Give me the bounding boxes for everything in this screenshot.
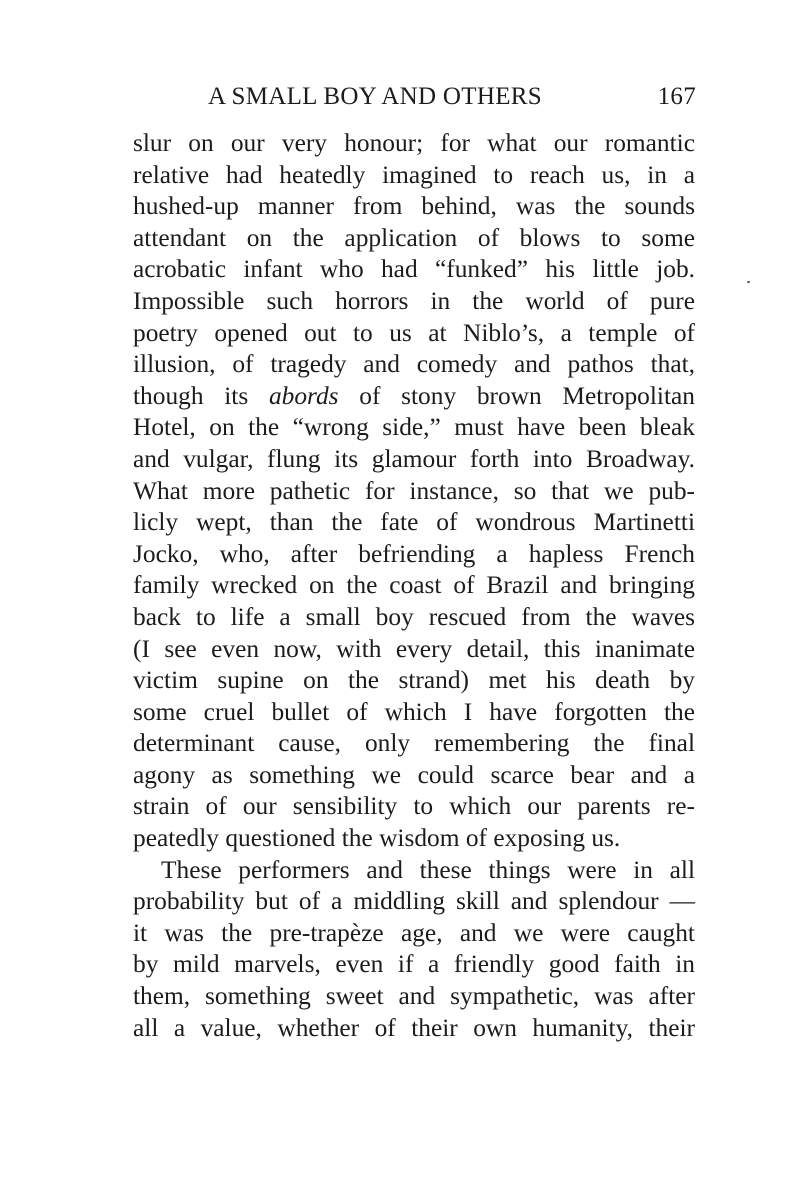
text-line: all a value, whether of their own humanity, their: [133, 1013, 695, 1042]
text-line: family wrecked on the coast of Brazil and bringing: [133, 571, 695, 600]
running-title: A SMALL BOY AND OTHERS: [208, 83, 542, 110]
text-line: it was the pre-trapèze age, and we were caught: [133, 918, 695, 947]
page-number: 167: [657, 83, 696, 110]
text-line: them, something sweet and sympathetic, was after: [133, 982, 695, 1011]
text-line: Jocko, who, after befriending a hapless French: [133, 539, 695, 568]
text-line: some cruel bullet of which I have forgotten the: [133, 697, 695, 726]
text-line: (I see even now, with every detail, this inanimate: [133, 634, 695, 663]
text-line: acrobatic infant who had “funked” his little job.: [133, 255, 695, 284]
text-line: [133, 381, 695, 413]
running-head: [208, 82, 696, 112]
text-line: strain of our sensibility to which our parents re-: [133, 792, 695, 821]
text-line: attendant on the application of blows to some: [133, 223, 695, 252]
text-line: slur on our very honour; for what our romantic: [133, 129, 695, 157]
paragraph-start-line: These performers and these things were in all: [161, 855, 695, 884]
text-line: probability but of a middling skill and splendour —: [133, 887, 695, 916]
text-line: and vulgar, flung its glamour forth into Broadway.: [133, 444, 695, 473]
text-segment: of stony brown Metropolitan: [338, 381, 695, 410]
text-line: victim supine on the strand) met his death by: [133, 666, 695, 695]
margin-speck: [747, 281, 750, 283]
italic-word: abords: [268, 381, 339, 410]
body-text: [133, 128, 695, 1044]
text-line: relative had heatedly imagined to reach us, in a: [133, 160, 695, 189]
text-line: hushed-up manner from behind, was the sounds: [133, 192, 695, 221]
text-line: agony as something we could scarce bear and a: [133, 760, 695, 789]
text-line: licly wept, than the fate of wondrous Martinetti: [133, 508, 695, 537]
text-line: Hotel, on the “wrong side,” must have been bleak: [133, 413, 695, 442]
text-segment: though its: [133, 381, 269, 410]
text-line: Impossible such horrors in the world of pure: [133, 286, 695, 315]
text-line: by mild marvels, even if a friendly good faith in: [133, 950, 695, 979]
paragraph-end-line: peatedly questioned the wisdom of exposing us.: [133, 824, 621, 853]
text-line: What more pathetic for instance, so that we pub-: [133, 476, 695, 505]
text-line: back to life a small boy rescued from the waves: [133, 602, 695, 631]
text-line: poetry opened out to us at Niblo’s, a temple of: [133, 318, 695, 347]
text-line: illusion, of tragedy and comedy and pathos that,: [133, 350, 695, 379]
text-line: determinant cause, only remembering the final: [133, 729, 695, 758]
